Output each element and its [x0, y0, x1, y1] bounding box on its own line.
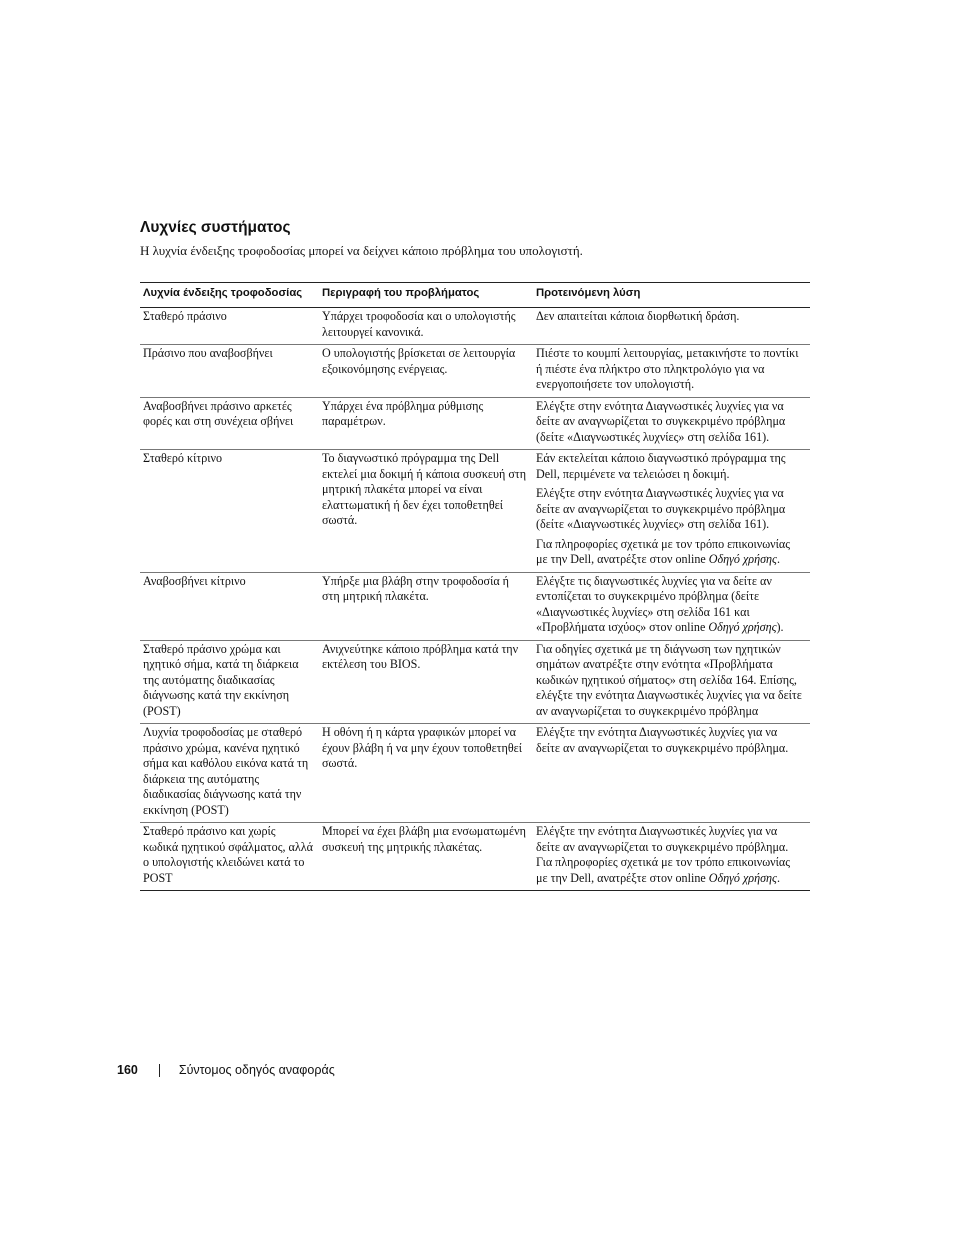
- user-guide-reference: Οδηγό χρήσης: [708, 620, 777, 634]
- description-cell: Το διαγνωστικό πρόγραμμα της Dell εκτελεί μια δοκιμή ή κάποια συσκευή στη μητρική πλακέτα μπορεί να είναι ελαττωματική ή δεν έχει τοποθετηθεί σωστά.: [319, 450, 533, 573]
- solution-cell: [533, 724, 810, 823]
- header-problem-description: Περιγραφή του προβλήματος: [319, 283, 533, 308]
- solution-paragraph: Δεν απαιτείται κάποια διορθωτική δράση.: [536, 309, 740, 323]
- header-power-light: Λυχνία ένδειξης τροφοδοσίας: [140, 283, 319, 308]
- solution-cell: [533, 308, 810, 345]
- solution-paragraph: [536, 537, 804, 568]
- light-state-cell: Σταθερό πράσινο και χωρίς κωδικά ηχητικού σφάλματος, αλλά ο υπολογιστής κλειδώνει κατά το POST: [140, 823, 319, 891]
- table-row: [140, 823, 810, 891]
- light-state-cell: Αναβοσβήνει κίτρινο: [140, 572, 319, 640]
- solution-cell: [533, 345, 810, 398]
- table-row: [140, 724, 810, 823]
- table-row: [140, 308, 810, 345]
- solution-text-end: ).: [776, 620, 784, 634]
- solution-cell: [533, 572, 810, 640]
- solution-paragraph: Ελέγξτε την ενότητα Διαγνωστικές λυχνίες για να δείτε αν αναγνωρίζεται το συγκεκριμένο πρόβλημα.: [536, 725, 789, 755]
- solution-paragraph: Πιέστε το κουμπί λειτουργίας, μετακινήστε το ποντίκι ή πιέστε ένα πλήκτρο στο πληκτρολόγιο για να ενεργοποιήσετε τον υπολογιστή.: [536, 346, 799, 391]
- description-cell: Ανιχνεύτηκε κάποιο πρόβλημα κατά την εκτέλεση του BIOS.: [319, 640, 533, 724]
- solution-cell: [533, 640, 810, 724]
- solution-text: Για πληροφορίες σχετικά με τον τρόπο επικοινωνίας με την Dell, ανατρέξτε στον online: [536, 536, 791, 566]
- header-suggested-solution: Προτεινόμενη λύση: [533, 283, 810, 308]
- solution-text: Ελέγξτε τις διαγνωστικές λυχνίες για να δείτε αν εντοπίζεται το συγκεκριμένο πρόβλημα (δείτε «Διαγνωστικές λυχνίες» στη σελίδα 161 και «Προβλήματα ισχύος» στον online: [536, 573, 772, 634]
- user-guide-reference: Οδηγό χρήσης: [708, 552, 777, 566]
- solution-cell: [533, 450, 810, 573]
- solution-text: Ελέγξτε την ενότητα Διαγνωστικές λυχνίες για να δείτε αν αναγνωρίζεται το συγκεκριμένο πρόβλημα. Για πληροφορίες σχετικά με τον τρόπο επικοινωνίας με την Dell, ανατρέξτε στον online: [536, 824, 791, 885]
- description-cell: Υπάρχει ένα πρόβλημα ρύθμισης παραμέτρων.: [319, 397, 533, 450]
- solution-paragraph: Ελέγξτε στην ενότητα Διαγνωστικές λυχνίες για να δείτε αν αναγνωρίζεται το συγκεκριμένο πρόβλημα (δείτε «Διαγνωστικές λυχνίες» στη σελίδα 161).: [536, 486, 786, 531]
- description-cell: Η οθόνη ή η κάρτα γραφικών μπορεί να έχουν βλάβη ή να μην έχουν τοποθετηθεί σωστά.: [319, 724, 533, 823]
- intro-text: Η λυχνία ένδειξης τροφοδοσίας μπορεί να δείχνει κάποιο πρόβλημα του υπολογιστή.: [140, 243, 583, 258]
- solution-paragraph: Για οδηγίες σχετικά με τη διάγνωση των ηχητικών σημάτων ανατρέξτε στην ενότητα «Προβλήματα κωδικών ηχητικού σήματος» στη σελίδα 164. Επίσης, ελέγξτε την ενότητα Διαγνωστικές λυχνίες για να δείτε αν αναγνωρίζεται το συγκεκριμένο πρόβλημα: [536, 641, 802, 718]
- table-row: [140, 450, 810, 573]
- light-state-cell: Πράσινο που αναβοσβήνει: [140, 345, 319, 398]
- light-state-cell: Σταθερό πράσινο: [140, 308, 319, 345]
- solution-paragraph: Ελέγξτε στην ενότητα Διαγνωστικές λυχνίες για να δείτε αν αναγνωρίζεται το συγκεκριμένο πρόβλημα (δείτε «Διαγνωστικές λυχνίες» στη σελίδα 161).: [536, 398, 786, 444]
- table-header-row: [140, 283, 810, 308]
- system-lights-table: [140, 282, 810, 891]
- user-guide-reference: Οδηγό χρήσης: [708, 870, 777, 885]
- description-cell: Μπορεί να έχει βλάβη μια ενσωματωμένη συσκευή της μητρικής πλακέτας.: [319, 823, 533, 891]
- page-footer: [117, 1063, 335, 1077]
- description-cell: Υπάρχει τροφοδοσία και ο υπολογιστής λειτουργεί κανονικά.: [319, 308, 533, 345]
- page-number: 160: [117, 1063, 138, 1077]
- light-state-cell: Λυχνία τροφοδοσίας με σταθερό πράσινο χρώμα, κανένα ηχητικό σήμα και καθόλου εικόνα κατά τη διάρκεια της αυτόματης διαδικασίας διάγνωσης κατά την εκκίνηση (POST): [140, 724, 319, 823]
- description-cell: Ο υπολογιστής βρίσκεται σε λειτουργία εξοικονόμησης ενέργειας.: [319, 345, 533, 398]
- table-row: [140, 572, 810, 640]
- table-row: [140, 345, 810, 398]
- document-title: Σύντομος οδηγός αναφοράς: [178, 1063, 335, 1077]
- light-state-cell: Σταθερό πράσινο χρώμα και ηχητικό σήμα, κατά τη διάρκεια της αυτόματης διαδικασίας διάγνωσης κατά την εκκίνηση (POST): [140, 640, 319, 724]
- solution-text-end: .: [776, 870, 780, 885]
- solution-paragraph: [536, 574, 804, 636]
- solution-cell: [533, 397, 810, 450]
- light-state-cell: Σταθερό κίτρινο: [140, 450, 319, 573]
- table-row: [140, 397, 810, 450]
- solution-paragraph: [536, 824, 804, 886]
- section-title: Λυχνίες συστήματος: [140, 219, 291, 236]
- solution-text-end: .: [776, 552, 780, 566]
- description-cell: Υπήρξε μια βλάβη στην τροφοδοσία ή στη μητρική πλακέτα.: [319, 572, 533, 640]
- solution-cell: [533, 823, 810, 891]
- footer-divider: [159, 1064, 160, 1077]
- solution-paragraph: Εάν εκτελείται κάποιο διαγνωστικό πρόγραμμα της Dell, περιμένετε να τελειώσει η δοκιμή.: [536, 451, 786, 481]
- light-state-cell: Αναβοσβήνει πράσινο αρκετές φορές και στη συνέχεια σβήνει: [140, 397, 319, 450]
- table-row: [140, 640, 810, 724]
